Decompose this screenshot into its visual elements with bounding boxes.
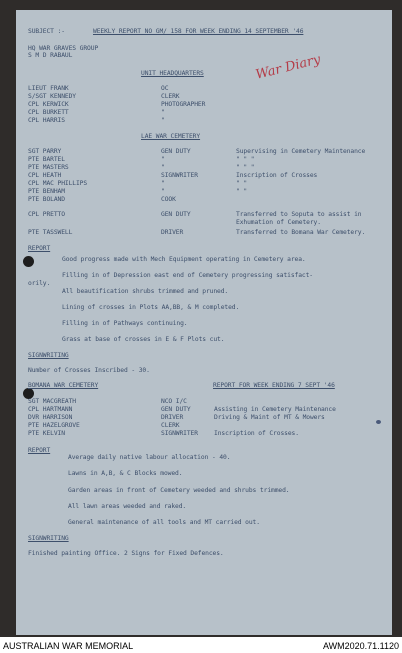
unit-location-line: S M D RABAUL	[28, 52, 73, 59]
report-line: All beautification shrubs trimmed and pruned.	[62, 288, 229, 295]
personnel-task: Inscription of Crosses	[236, 172, 318, 179]
personnel-role: COOK	[161, 196, 176, 203]
personnel-role: "	[161, 156, 165, 163]
footer-institution: AUSTRALIAN WAR MEMORIAL	[3, 641, 134, 651]
personnel-name: CPL PRETTO	[28, 211, 65, 218]
report-line: orily.	[28, 280, 51, 287]
personnel-role: DRIVER	[161, 229, 184, 236]
personnel-role: DRIVER	[161, 414, 184, 421]
personnel-role: "	[161, 109, 165, 116]
personnel-name: PTE HAZELGROVE	[28, 422, 80, 429]
personnel-role: GEN DUTY	[161, 211, 191, 218]
signwriting-label: SIGNWRITING	[28, 352, 69, 359]
subject-label: SUBJECT :-	[28, 28, 65, 35]
personnel-name: PTE MASTERS	[28, 164, 69, 171]
personnel-name: CPL KERWICK	[28, 101, 69, 108]
report-label: REPORT	[28, 245, 51, 252]
personnel-task: Exhumation of Cemetery.	[236, 219, 321, 226]
bomana-report-title: REPORT FOR WEEK ENDING 7 SEPT '46	[213, 382, 335, 389]
punch-hole-top	[23, 256, 34, 267]
personnel-task: " "	[236, 180, 248, 187]
report-title: WEEKLY REPORT NO GM/ 158 FOR WEEK ENDING 14 SEPTEMBER '46	[93, 28, 304, 35]
ink-blot	[376, 420, 381, 424]
report-line: All lawn areas weeded and raked.	[68, 503, 187, 510]
personnel-name: PTE BENHAM	[28, 188, 65, 195]
report-line: Filling in of Pathways continuing.	[62, 320, 188, 327]
personnel-name: CPL HARRIS	[28, 117, 65, 124]
personnel-role: "	[161, 180, 165, 187]
unit-group-line: HQ WAR GRAVES GROUP	[28, 45, 99, 52]
personnel-role: CLERK	[161, 93, 180, 100]
report-line: Good progress made with Mech Equipment operating in Cemetery area.	[62, 256, 306, 263]
personnel-role: OC	[161, 85, 169, 92]
personnel-task: Driving & Maint of MT & Mowers	[214, 414, 325, 421]
personnel-name: DVR HARRISON	[28, 414, 73, 421]
handwritten-annotation: War Diary	[254, 52, 323, 83]
personnel-name: S/SGT KENNEDY	[28, 93, 76, 100]
personnel-name: CPL HEATH	[28, 172, 62, 179]
report-line: Garden areas in front of Cemetery weeded and shrubs trimmed.	[68, 487, 290, 494]
personnel-task: " " "	[236, 156, 255, 163]
personnel-role: PHOTOGRAPHER	[161, 101, 206, 108]
personnel-name: SGT PARRY	[28, 148, 62, 155]
personnel-name: PTE TASSWELL	[28, 229, 73, 236]
section-heading-bomana: BOMANA WAR CEMETERY	[28, 382, 99, 389]
personnel-role: SIGNWRITER	[161, 172, 198, 179]
personnel-task: " " "	[236, 164, 255, 171]
personnel-task: Transferred to Bomana War Cemetery.	[236, 229, 366, 236]
personnel-task: " "	[236, 188, 248, 195]
signwriting-text: Finished painting Office. 2 Signs for Fixed Defences.	[28, 550, 224, 557]
personnel-name: PTE KELVIN	[28, 430, 65, 437]
signwriting-text: Number of Crosses Inscribed - 30.	[28, 367, 150, 374]
section-heading-lae: LAE WAR CEMETERY	[141, 133, 201, 140]
personnel-role: "	[161, 188, 165, 195]
personnel-name: SGT MACGREATH	[28, 398, 76, 405]
personnel-name: CPL HARTMANN	[28, 406, 73, 413]
personnel-role: CLERK	[161, 422, 180, 429]
section-heading-unit-hq: UNIT HEADQUARTERS	[141, 70, 204, 77]
signwriting-label: SIGNWRITING	[28, 535, 69, 542]
personnel-role: "	[161, 164, 165, 171]
personnel-task: Assisting in Cemetery Maintenance	[214, 406, 336, 413]
personnel-task: Transferred to Soputa to assist in	[236, 211, 362, 218]
personnel-name: CPL BURKETT	[28, 109, 69, 116]
footer-accession-number: AWM2020.71.1120	[322, 641, 399, 651]
personnel-role: GEN DUTY	[161, 148, 191, 155]
report-line: General maintenance of all tools and MT carried out.	[68, 519, 260, 526]
personnel-name: LIEUT FRANK	[28, 85, 69, 92]
personnel-name: CPL MAC PHILLIPS	[28, 180, 88, 187]
personnel-role: NCO I/C	[161, 398, 187, 405]
personnel-task: Inscription of Crosses.	[214, 430, 299, 437]
report-label: REPORT	[28, 447, 51, 454]
personnel-role: "	[161, 117, 165, 124]
personnel-name: PTE BOLAND	[28, 196, 65, 203]
report-line: Lawns in A,B, & C Blocks mowed.	[68, 470, 183, 477]
report-line: Filling in of Depression east end of Cemetery progressing satisfact-	[62, 272, 313, 279]
report-line: Grass at base of crosses in E & F Plots cut.	[62, 336, 225, 343]
personnel-role: GEN DUTY	[161, 406, 191, 413]
personnel-role: SIGNWRITER	[161, 430, 198, 437]
report-line: Lining of crosses in Plots AA,BB, & M completed.	[62, 304, 240, 311]
personnel-name: PTE BARTEL	[28, 156, 65, 163]
report-line: Average daily native labour allocation - 40.	[68, 454, 231, 461]
personnel-task: Supervising in Cemetery Maintenance	[236, 148, 366, 155]
